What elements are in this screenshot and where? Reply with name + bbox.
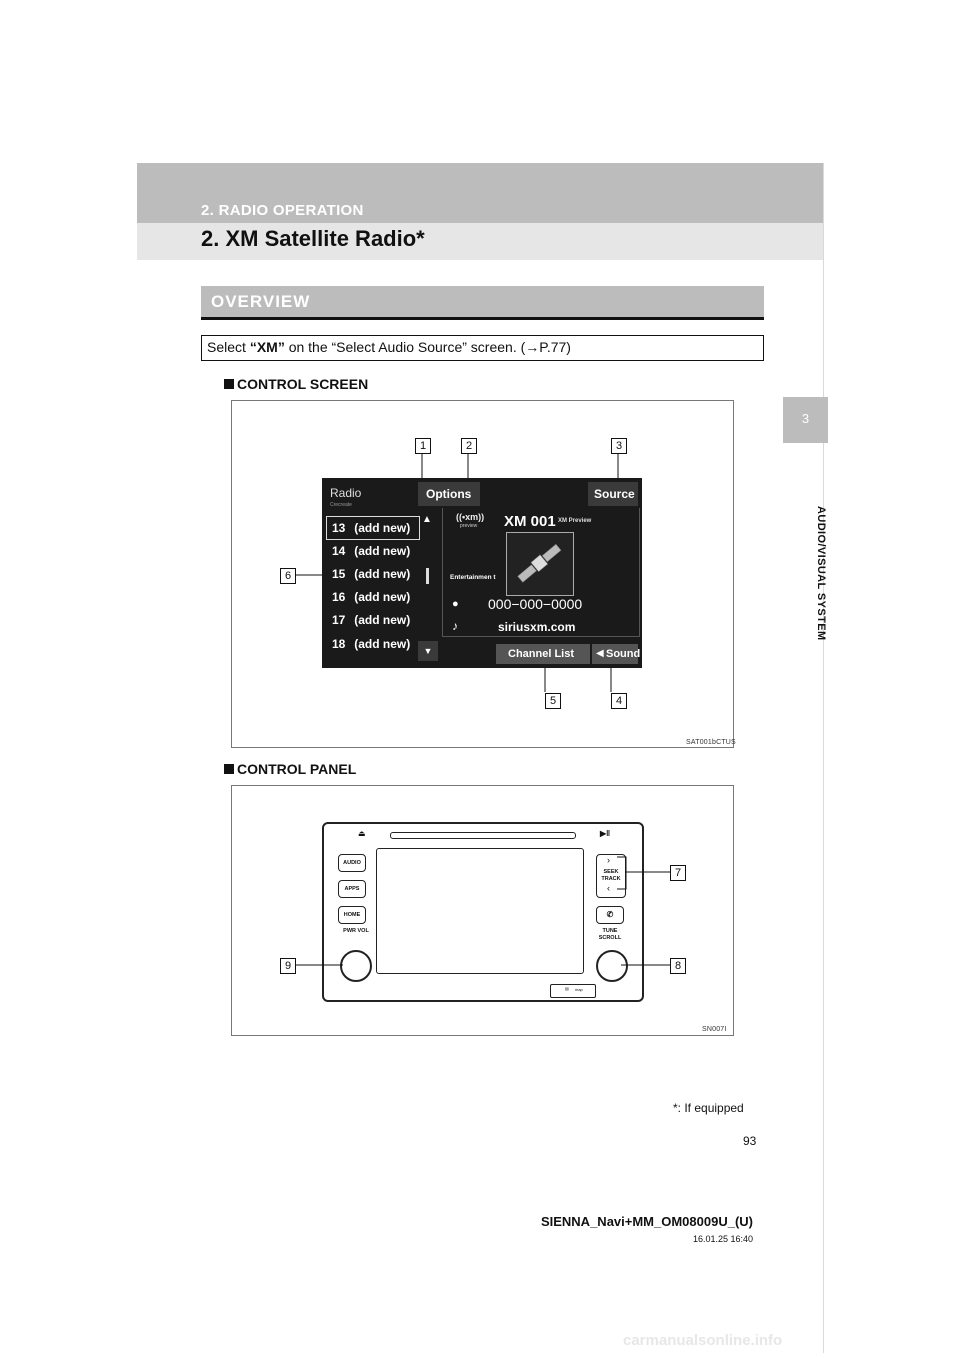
play-pause-icon[interactable]: ▶‖ [600,829,611,838]
control-panel-heading [224,761,356,777]
phone-number: 000−000−0000 [488,596,583,612]
preset-label: (add new) [354,544,411,558]
radio-screen [322,478,642,668]
speaker-icon: ◀ [596,648,604,659]
seek-track-label: SEEK TRACK [601,869,621,882]
person-icon: ● [452,598,459,610]
preset-label: (add new) [354,613,411,627]
scroll-up-icon[interactable]: ▲ [422,514,432,525]
source-label: Source [594,487,635,501]
preset-label: (add new) [354,567,411,581]
satellite-icon [507,533,573,595]
square-bullet-icon [224,764,234,774]
figure-code: SN007I [702,1026,727,1033]
instruction-xm: “XM” [249,339,285,355]
document-code: SIENNA_Navi+MM_OM08009U_(U) [540,1214,753,1229]
square-bullet-icon [224,379,234,389]
section-label: 2. RADIO OPERATION [201,202,364,219]
preset-item[interactable] [332,542,410,560]
callout-9: 9 [280,958,296,974]
callout-4: 4 [611,693,627,709]
page-title: 2. XM Satellite Radio* [201,226,425,251]
preset-number: 14 [332,544,346,558]
sound-label: Sound [606,648,641,660]
siriusxm-logo-icon: ((•xm)) [456,512,485,522]
options-label: Options [426,487,472,501]
chapter-tab-line [823,163,824,1353]
chapter-tab-number: 3 [801,411,810,426]
control-panel-heading-text: CONTROL PANEL [237,761,357,777]
logo-subtext: preview [460,523,478,529]
sound-button[interactable] [592,644,641,664]
preset-item[interactable] [332,611,410,629]
overview-title: OVERVIEW [211,292,311,311]
panel-callout-leaders [231,785,734,1036]
preset-label: (add new) [354,637,411,651]
sd-card-label: map [575,987,583,992]
website-url: siriusxm.com [498,620,576,634]
instruction-text [207,339,571,355]
channel-list-button[interactable] [496,644,590,664]
pwr-vol-label: PWR VOL [343,928,369,934]
overview-rule [201,317,764,320]
screen-subtitle: Crecreate [330,502,352,508]
instruction-page-ref[interactable]: P.77) [539,339,571,355]
tune-scroll-label: TUNE SCROLL [598,928,622,941]
document-date: 16.01.25 16:40 [692,1234,753,1244]
preset-label: (add new) [354,590,411,604]
music-note-icon: ♪ [452,619,458,633]
control-screen-heading [224,376,368,392]
callout-8: 8 [670,958,686,974]
callout-7: 7 [670,865,686,881]
chevron-left-icon: ‹ [607,883,610,893]
source-button[interactable] [588,482,638,506]
home-button[interactable]: HOME [338,906,366,924]
chapter-tab-label: AUDIO/VISUAL SYSTEM [815,506,827,641]
category-label: Entertainmen t [450,574,496,581]
scrollbar-thumb[interactable] [426,568,429,584]
callout-3: 3 [611,438,627,454]
callout-2: 2 [461,438,477,454]
footnote: *: If equipped [673,1101,744,1115]
watermark: carmanualsonline.info [623,1332,783,1349]
channel-art [506,532,574,596]
preset-number: 13 [332,521,346,535]
preset-item[interactable] [332,588,410,606]
apps-button[interactable]: APPS [338,880,366,898]
callout-1: 1 [415,438,431,454]
screen-title: Radio [330,486,362,500]
preset-label: (add new) [354,521,411,535]
preset-item[interactable] [332,519,410,537]
channel-name: XM Preview [558,518,592,524]
callout-6: 6 [280,568,296,584]
control-screen-heading-text: CONTROL SCREEN [237,376,369,392]
audio-button[interactable]: AUDIO [338,854,366,872]
phone-icon: ✆ [606,910,614,919]
figure-code: SAT001bCTUS [686,739,736,746]
preset-number: 15 [332,567,346,581]
preset-number: 16 [332,590,346,604]
arrow-icon: → [525,339,540,355]
preset-item[interactable] [332,635,410,653]
channel-number: XM 001 [504,513,556,530]
options-button[interactable] [418,482,480,506]
eject-icon[interactable]: ⏏ [358,829,366,838]
preset-item[interactable] [332,565,410,583]
channel-list-label: Channel List [508,648,575,660]
page-number: 93 [743,1134,757,1148]
instruction-prefix: Select [207,339,250,355]
preset-number: 18 [332,637,346,651]
scroll-down-icon[interactable]: ▼ [418,641,438,661]
chevron-right-icon: › [607,855,610,865]
preset-number: 17 [332,613,346,627]
instruction-suffix: on the “Select Audio Source” screen. ( [284,339,526,355]
sd-card-icon: ▤ [565,986,569,991]
callout-5: 5 [545,693,561,709]
